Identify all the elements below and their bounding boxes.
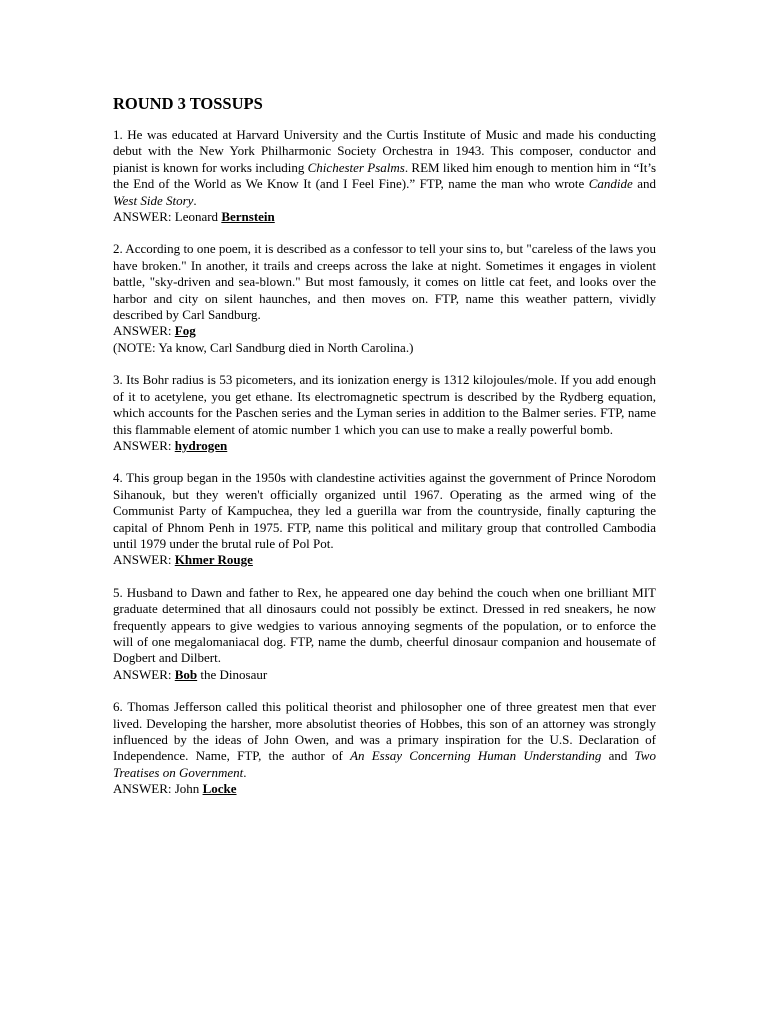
- question-text-run: and: [632, 176, 656, 192]
- tossup-question: [113, 241, 656, 356]
- question-text-run: and: [601, 748, 635, 764]
- answer-line: [113, 781, 656, 797]
- answer-label: ANSWER:: [113, 323, 172, 339]
- answer-required-text: Bernstein: [221, 209, 275, 225]
- question-text-run: .: [243, 764, 247, 780]
- question-text-run: 3. Its Bohr radius is 53 picometers, and its ionization energy is 1312 kilojoules/mole. If you add enough of it to acetylene, you get ethane. Its electromagnetic spectrum is described by the Rydberg equation, which accounts for the Paschen series and the Lyman series in addition to the Balmer series. FTP, name this flammable element of atomic number 1 which you can use to make a really powerful bomb.: [113, 372, 656, 437]
- question-text: [113, 585, 656, 667]
- question-text: [113, 127, 656, 209]
- tossup-question: [113, 127, 656, 225]
- question-text-run: 2. According to one poem, it is described as a confessor to tell your sins to, but "careless of the laws you have broken." In another, it trails and creeps across the lake at night. Sometimes it engages in violent battle, "sky-driven and sea-blown." But most famously, it comes on little cat feet, and looks over the harbor and city on silent haunches, and then moves on. FTP, name this weather pattern, vividly described by Carl Sandburg.: [113, 241, 656, 323]
- answer-line: [113, 323, 656, 339]
- answer-required-text: hydrogen: [174, 437, 228, 453]
- question-text-run: 4. This group began in the 1950s with clandestine activities against the government of Prince Norodom Sihanouk, but they weren't officially organized until 1967. Operating as the armed wing of the Communist Party of Kampuchea, they led a guerilla war from the countryside, finally capturing the capital of Phnom Penh in 1975. FTP, name this political and military group that controlled Cambodia until 1979 under the brutal rule of Pol Pot.: [113, 470, 656, 551]
- answer-line: [113, 552, 656, 568]
- answer-label: ANSWER:: [113, 209, 172, 225]
- question-text-run: .: [193, 192, 197, 208]
- answer-suffix: the Dinosaur: [200, 666, 268, 682]
- question-text-run: 6. Thomas Jefferson called this political theorist and philosopher one of three greatest men that ever lived. Developing the harsher, more absolutist theories of Hobbes, this son of an attorney was strongly influenced by the ideas of John Owen, and was a primary inspiration for the U.S. Declaration of Independence. Name, FTP, the author of: [113, 699, 656, 764]
- question-text: [113, 372, 656, 438]
- answer-prefix: John: [174, 781, 200, 797]
- question-list: [113, 127, 656, 798]
- answer-required-text: Locke: [202, 781, 237, 797]
- question-text-run: 1. He was educated at Harvard University and the Curtis Institute of Music and made his conducting debut with the New York Philharmonic Society Orchestra in 1943. This composer, conductor and pianist is known for works including: [113, 127, 656, 175]
- answer-line: [113, 667, 656, 683]
- italic-title: Candide: [588, 176, 633, 192]
- italic-title: Chichester Psalms: [307, 159, 405, 175]
- answer-required-text: Khmer Rouge: [174, 552, 253, 568]
- tossup-question: [113, 470, 656, 568]
- answer-label: ANSWER:: [113, 552, 172, 568]
- answer-label: ANSWER:: [113, 781, 172, 797]
- tossup-question: [113, 585, 656, 683]
- italic-title: West Side Story: [113, 192, 194, 208]
- question-text: [113, 699, 656, 781]
- answer-line: [113, 209, 656, 225]
- page-title: ROUND 3 TOSSUPS: [113, 94, 263, 113]
- question-text-run: . REM liked him enough to mention him in “It’s the End of the World as We Know It (and I Feel Fine).” FTP, name the man who wrote: [113, 159, 656, 192]
- answer-note: (NOTE: Ya know, Carl Sandburg died in North Carolina.): [113, 339, 414, 355]
- italic-title: Two Treatises on Government: [113, 748, 656, 780]
- tossup-question: [113, 699, 656, 797]
- question-text: [113, 470, 656, 552]
- answer-required-text: Fog: [174, 323, 196, 339]
- question-text: [113, 241, 656, 323]
- document-page: [113, 93, 656, 814]
- answer-line: [113, 438, 656, 454]
- question-text-run: 5. Husband to Dawn and father to Rex, he appeared one day behind the couch when one brilliant MIT graduate determined that all dinosaurs could not possibly be extinct. Dressed in red sneakers, he now frequently appears to give wedgies to various annoying segments of the population, or to enforce the will of one megalomaniacal dog. FTP, name the dumb, cheerful dinosaur companion and housemate of Dogbert and Dilbert.: [113, 584, 656, 666]
- answer-required-text: Bob: [174, 666, 198, 682]
- answer-prefix: Leonard: [174, 209, 219, 225]
- tossup-question: [113, 372, 656, 454]
- answer-label: ANSWER:: [113, 666, 172, 682]
- italic-title: An Essay Concerning Human Understanding: [350, 748, 602, 764]
- answer-label: ANSWER:: [113, 437, 172, 453]
